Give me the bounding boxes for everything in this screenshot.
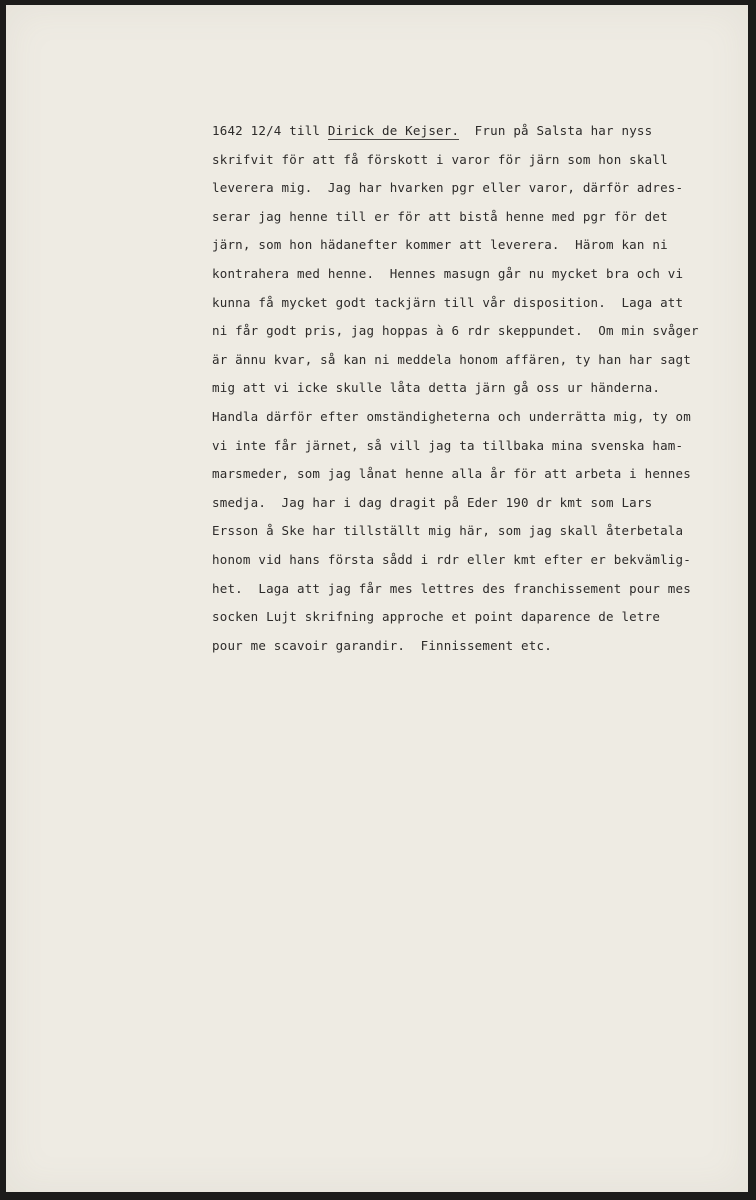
text-line: är ännu kvar, så kan ni meddela honom affären, ty han har sagt [212, 351, 691, 367]
date-heading: 1642 12/4 till [212, 123, 328, 138]
text-line: serar jag henne till er för att bistå henne med pgr för det [212, 208, 668, 224]
first-line-rest: Frun på Salsta har nyss [459, 123, 653, 138]
text-line: leverera mig. Jag har hvarken pgr eller varor, därför adres- [212, 180, 684, 196]
document-page [6, 5, 748, 1192]
text-line: smedja. Jag har i dag dragit på Eder 190 dr kmt som Lars [212, 494, 653, 510]
text-line: kontrahera med henne. Hennes masugn går nu mycket bra och vi [212, 266, 684, 281]
text-line: marsmeder, som jag lånat henne alla år för att arbeta i hennes [212, 466, 691, 482]
text-line: honom vid hans första sådd i rdr eller kmt efter er bekvämlig- [212, 552, 691, 567]
text-line: Handla därför efter omständigheterna och underrätta mig, ty om [212, 409, 691, 424]
text-line: socken Lujt skrifning approche et point daparence de letre [212, 609, 661, 625]
text-line: järn, som hon hädanefter kommer att leverera. Härom kan ni [212, 237, 668, 253]
text-line-1 [212, 122, 652, 140]
text-line: het. Laga att jag får mes lettres des franchissement pour mes [212, 580, 691, 596]
text-line: vi inte får järnet, så vill jag ta tillbaka mina svenska ham- [212, 437, 684, 453]
text-line: mig att vi icke skulle låta detta järn gå oss ur händerna. [212, 380, 661, 396]
text-line: skrifvit för att få förskott i varor för järn som hon skall [212, 151, 668, 167]
text-line: ni får godt pris, jag hoppas à 6 rdr skeppundet. Om min svåger [212, 323, 699, 339]
text-line: kunna få mycket godt tackjärn till vår disposition. Laga att [212, 294, 684, 310]
text-line: Ersson å Ske har tillställt mig här, som jag skall återbetala [212, 523, 684, 539]
text-line: pour me scavoir garandir. Finnissement etc. [212, 637, 552, 653]
addressee-name: Dirick de Kejser. [327, 123, 460, 138]
